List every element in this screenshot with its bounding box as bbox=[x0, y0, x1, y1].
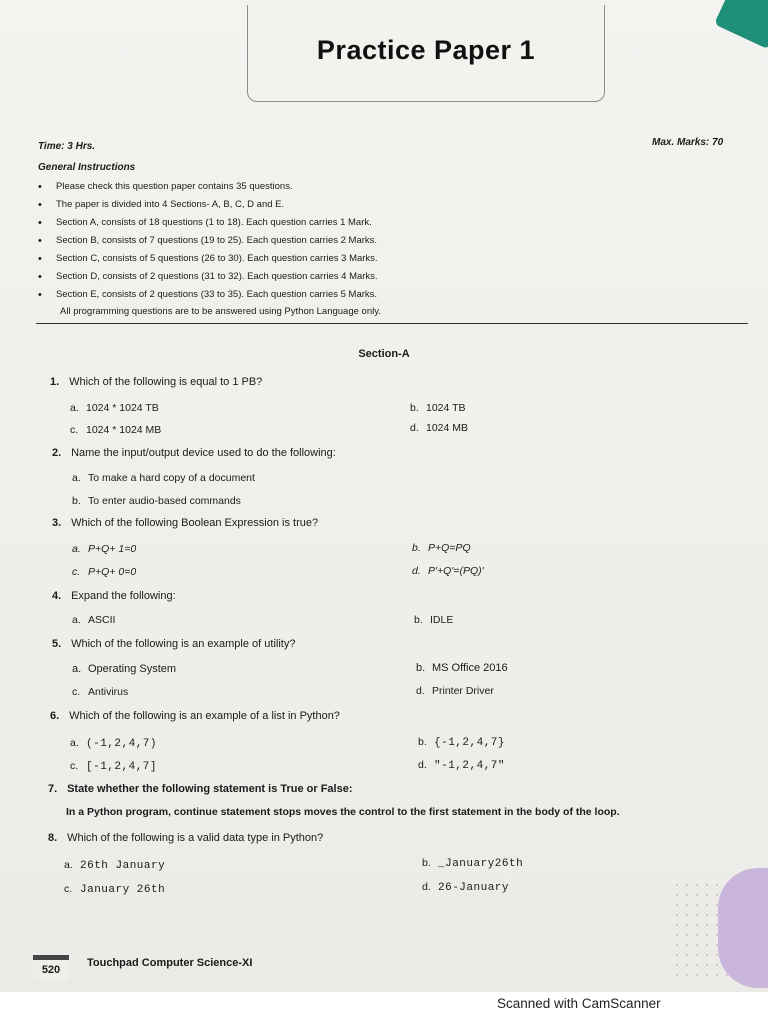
question-number: 5. bbox=[52, 638, 62, 650]
option: c. Antivirus bbox=[72, 686, 129, 698]
option: c. P+Q+ 0=0 bbox=[72, 566, 137, 578]
purple-decoration bbox=[718, 868, 768, 988]
title-box bbox=[247, 5, 605, 102]
option: c. [-1,2,4,7] bbox=[70, 760, 158, 773]
option: b. IDLE bbox=[414, 614, 454, 626]
divider bbox=[36, 323, 748, 324]
question-number: 3. bbox=[52, 517, 62, 529]
book-title: Touchpad Computer Science-XI bbox=[87, 957, 253, 969]
question-number: 7. bbox=[48, 783, 58, 795]
option: b. _January26th bbox=[422, 857, 524, 870]
instruction-item: • The paper is divided into 4 Sections- A, B, C, D and E. bbox=[38, 196, 738, 214]
question-text: State whether the following statement is True or False: bbox=[67, 783, 353, 795]
option: a. To make a hard copy of a document bbox=[72, 472, 255, 484]
instruction-item: • Section C, consists of 5 questions (26 to 30). Each question carries 3 Marks. bbox=[38, 250, 738, 268]
page-title: Practice Paper 1 bbox=[316, 35, 536, 65]
question-5 bbox=[52, 638, 295, 650]
option: a. 1024 * 1024 TB bbox=[70, 402, 159, 414]
instruction-item: • Section A, consists of 18 questions (1 to 18). Each question carries 1 Mark. bbox=[38, 214, 738, 232]
option: b. P+Q=PQ bbox=[412, 542, 471, 554]
instruction-item: • Section D, consists of 2 questions (31 to 32). Each question carries 4 Marks. bbox=[38, 268, 738, 286]
question-number: 4. bbox=[52, 590, 62, 602]
option: b. To enter audio-based commands bbox=[72, 495, 241, 507]
scanner-watermark: Scanned with CamScanner bbox=[497, 996, 661, 1011]
question-6 bbox=[50, 710, 340, 722]
question-2 bbox=[52, 447, 336, 459]
question-1 bbox=[50, 376, 262, 388]
time-label: Time: 3 Hrs. bbox=[38, 141, 96, 152]
question-text: Which of the following is an example of a list in Python? bbox=[69, 710, 340, 722]
option: a. 26th January bbox=[64, 859, 166, 872]
option: d. "-1,2,4,7" bbox=[418, 759, 506, 772]
option: a. ASCII bbox=[72, 614, 116, 626]
question-text: Which of the following is equal to 1 PB? bbox=[69, 376, 263, 388]
bullet-icon: • bbox=[38, 181, 42, 193]
question-statement: In a Python program, continue statement stops moves the control to the first statement in the body of the loop. bbox=[66, 806, 620, 818]
max-marks-label: Max. Marks: 70 bbox=[652, 137, 724, 148]
bullet-icon: • bbox=[38, 253, 42, 265]
instruction-item: • Section B, consists of 7 questions (19 to 25). Each question carries 2 Marks. bbox=[38, 232, 738, 250]
question-7 bbox=[48, 783, 353, 795]
question-number: 2. bbox=[52, 447, 62, 459]
bullet-icon: • bbox=[38, 199, 42, 211]
option: c. 1024 * 1024 MB bbox=[70, 424, 162, 436]
option: b. MS Office 2016 bbox=[416, 662, 508, 674]
question-number: 8. bbox=[48, 832, 58, 844]
option: a. P+Q+ 1=0 bbox=[72, 543, 137, 555]
question-3 bbox=[52, 517, 318, 529]
page-number: 520 bbox=[33, 955, 69, 980]
bullet-icon: • bbox=[38, 235, 42, 247]
question-text: Name the input/output device used to do the following: bbox=[71, 447, 336, 459]
bullet-icon: • bbox=[38, 289, 42, 301]
question-text: Which of the following is a valid data type in Python? bbox=[67, 832, 324, 844]
option: c. January 26th bbox=[64, 883, 166, 896]
option: d. 1024 MB bbox=[410, 422, 469, 434]
python-note: All programming questions are to be answered using Python Language only. bbox=[60, 306, 381, 317]
question-text: Which of the following Boolean Expression is true? bbox=[71, 517, 319, 529]
option: b. 1024 TB bbox=[410, 402, 466, 414]
option: a. Operating System bbox=[72, 663, 177, 675]
question-4 bbox=[52, 590, 176, 602]
question-number: 6. bbox=[50, 710, 60, 722]
bullet-icon: • bbox=[38, 271, 42, 283]
corner-decoration bbox=[714, 0, 768, 49]
instruction-item: • Please check this question paper contains 35 questions. bbox=[38, 178, 738, 196]
question-8 bbox=[48, 832, 323, 844]
question-number: 1. bbox=[50, 376, 60, 388]
option: b. {-1,2,4,7} bbox=[418, 736, 506, 749]
question-text: Expand the following: bbox=[71, 590, 176, 602]
option: d. P'+Q'=(PQ)' bbox=[412, 565, 484, 577]
option: d. 26-January bbox=[422, 881, 510, 894]
section-title: Section-A bbox=[358, 348, 410, 360]
instructions-heading: General Instructions bbox=[38, 162, 136, 173]
instruction-item: • Section E, consists of 2 questions (33 to 35). Each question carries 5 Marks. bbox=[38, 286, 738, 304]
instructions-list bbox=[38, 178, 738, 304]
option: a. (-1,2,4,7) bbox=[70, 737, 158, 750]
question-text: Which of the following is an example of utility? bbox=[71, 638, 296, 650]
bullet-icon: • bbox=[38, 217, 42, 229]
option: d. Printer Driver bbox=[416, 685, 494, 697]
